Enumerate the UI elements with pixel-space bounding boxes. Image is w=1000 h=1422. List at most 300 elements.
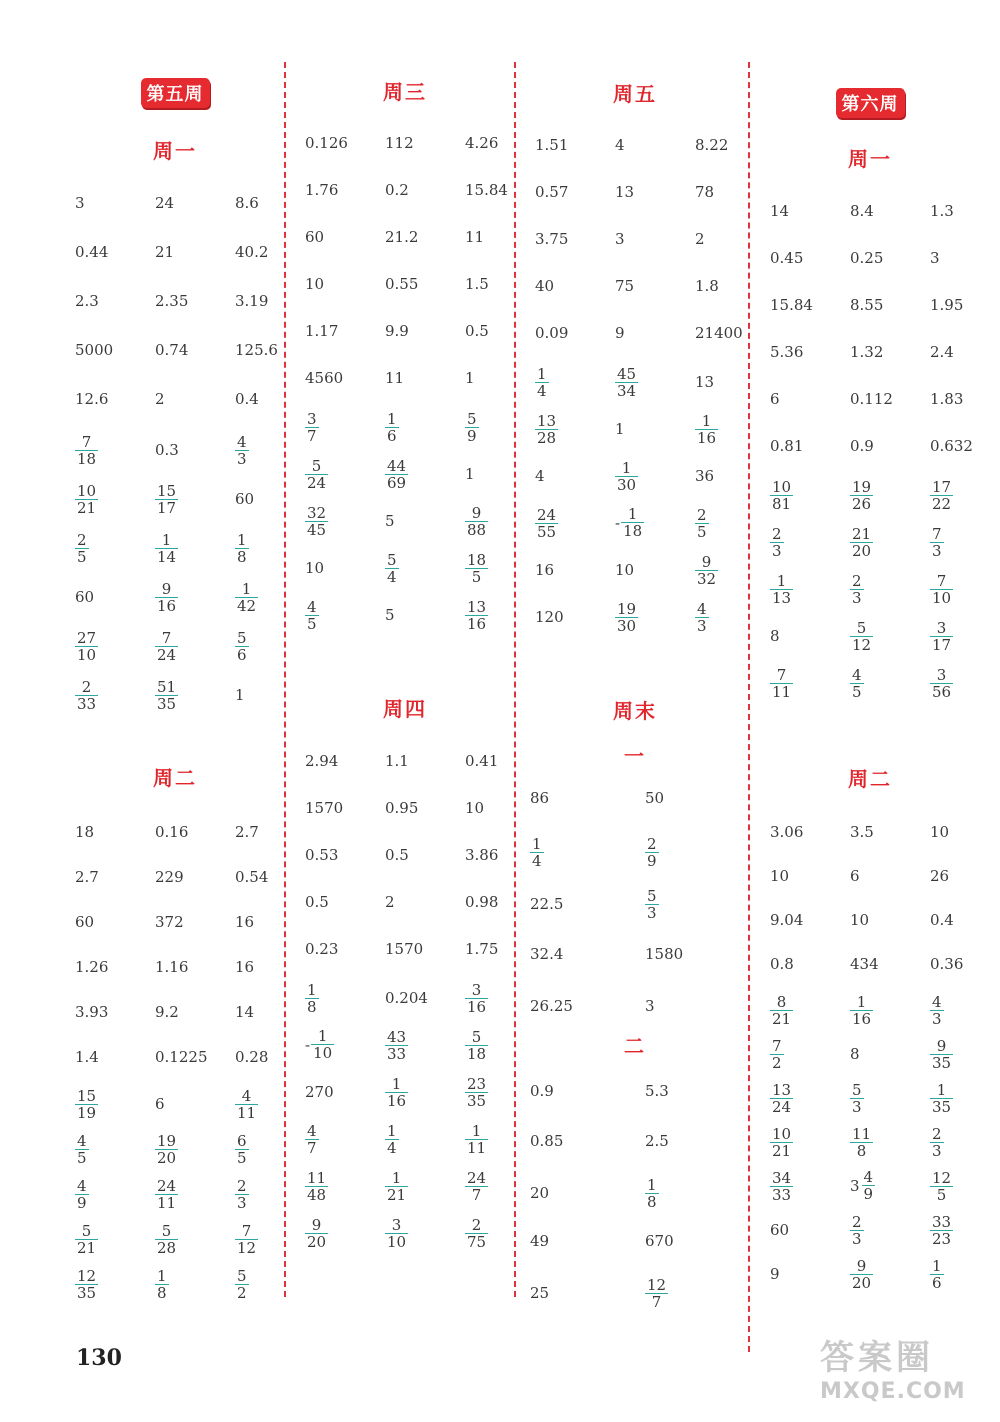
week-badge (755, 88, 985, 118)
answer-cell (930, 202, 954, 220)
answer-cell (645, 887, 659, 921)
fraction (155, 581, 178, 614)
answer-value: 60 (75, 588, 95, 606)
numerator: 1 (627, 505, 638, 523)
numerator: 3 (936, 666, 947, 684)
fraction (465, 1123, 488, 1156)
fraction (235, 1088, 258, 1121)
answer-cell (235, 390, 259, 408)
answer-value: 372 (155, 913, 184, 931)
answer-value: 0.3 (155, 441, 179, 459)
answer-cell (930, 478, 953, 512)
fraction (155, 1133, 178, 1166)
answer-value: 0.23 (305, 940, 339, 958)
answer-cell (155, 441, 179, 459)
answer-cell (930, 343, 954, 361)
answer-value: 1570 (305, 799, 344, 817)
fraction (75, 434, 98, 467)
answer-cell (155, 390, 165, 408)
fraction (615, 366, 638, 399)
answer-value: 2 (155, 390, 165, 408)
answer-cell (850, 993, 873, 1027)
answer-cell (305, 846, 338, 864)
numerator: 4 (932, 993, 942, 1011)
answer-cell (385, 134, 414, 152)
answer-cell (850, 911, 869, 929)
answer-cell (305, 1169, 328, 1203)
fraction (305, 1170, 328, 1203)
fraction (930, 1038, 953, 1071)
answer-cell (155, 1048, 208, 1066)
answer-value: 60 (770, 1221, 790, 1239)
denominator: 33 (77, 695, 97, 713)
answer-value: 1.16 (155, 958, 189, 976)
fraction (930, 1126, 944, 1159)
denominator: 24 (307, 474, 327, 492)
fraction (930, 620, 953, 653)
answer-column (60, 0, 290, 1422)
answer-cell (695, 373, 714, 391)
answer-value: 1.75 (465, 940, 499, 958)
answer-value: 0.09 (535, 324, 569, 342)
numerator: 5 (852, 1081, 862, 1099)
answer-cell (850, 823, 874, 841)
answer-value: 10 (770, 867, 790, 885)
answer-value: 1.76 (305, 181, 339, 199)
answer-cell (930, 823, 949, 841)
answer-value: 26.25 (530, 997, 573, 1015)
answer-cell (385, 457, 408, 491)
denominator: 4 (532, 852, 542, 870)
answer-value: 1.95 (930, 296, 964, 314)
answer-cell (645, 997, 655, 1015)
answer-cell (235, 1087, 258, 1121)
answer-value: 270 (305, 1083, 334, 1101)
denominator: 5 (77, 1149, 87, 1167)
mixed-number: 3 $\frac{4}{9}$ (850, 1168, 874, 1203)
answer-cell (930, 1257, 944, 1291)
fraction (930, 1258, 944, 1291)
numerator: 7 (81, 433, 92, 451)
numerator: 4 (237, 433, 247, 451)
answer-cell (235, 1267, 249, 1301)
fraction (385, 411, 399, 444)
fraction (75, 679, 98, 712)
fraction (465, 505, 488, 538)
answer-value: 0.28 (235, 1048, 269, 1066)
answer-value: 125.6 (235, 341, 278, 359)
answer-cell (235, 1222, 258, 1256)
answer-cell (385, 1028, 408, 1062)
numerator: 6 (237, 1132, 247, 1150)
answer-cell (465, 410, 479, 444)
answer-cell (385, 551, 399, 585)
numerator: 11 (307, 1169, 327, 1187)
answer-value: 0.55 (385, 275, 419, 293)
fraction: - $\frac{1}{10}$ (305, 1027, 333, 1062)
denominator: 16 (387, 1092, 407, 1110)
numerator: 1 (157, 1267, 167, 1285)
numerator: 1 (471, 1122, 482, 1140)
answer-cell (235, 1132, 249, 1166)
page-number: 130 (76, 1345, 122, 1371)
numerator: 4 (241, 1087, 252, 1105)
answer-value: 86 (530, 789, 550, 807)
answer-cell (155, 913, 184, 931)
answer-value: 3.5 (850, 823, 874, 841)
answer-column (520, 0, 750, 1422)
answer-value: 0.95 (385, 799, 419, 817)
answer-cell (235, 490, 254, 508)
answer-value: 9.9 (385, 322, 409, 340)
answer-cell (75, 390, 108, 408)
denominator: 24 (157, 646, 177, 664)
answer-cell (75, 868, 99, 886)
answer-value: 434 (850, 955, 879, 973)
answer-value: 1 (465, 465, 475, 483)
fraction (385, 1029, 408, 1062)
denominator: 19 (77, 1104, 97, 1122)
answer-cell (235, 629, 249, 663)
denominator: 3 (772, 542, 782, 560)
answer-cell (305, 981, 319, 1015)
fraction (695, 601, 709, 634)
answer-cell (645, 1232, 674, 1250)
answer-cell (695, 230, 705, 248)
answer-cell (155, 1177, 178, 1211)
answer-value: 3 (615, 230, 625, 248)
answer-value: 2.4 (930, 343, 954, 361)
numerator: 21 (852, 525, 872, 543)
numerator: 3 (391, 1216, 402, 1234)
numerator: 13 (467, 598, 487, 616)
denominator: 8 (647, 1193, 657, 1211)
denominator: 2 (772, 1054, 782, 1072)
answer-cell (75, 1087, 98, 1121)
answer-value: 15.84 (465, 181, 508, 199)
answer-cell (770, 1081, 793, 1115)
numerator: 5 (467, 410, 477, 428)
answer-value: 0.204 (385, 989, 428, 1007)
answer-value: 1.1 (385, 752, 409, 770)
answer-value: 6 (850, 867, 860, 885)
answer-cell (305, 752, 338, 770)
answer-cell (235, 580, 258, 614)
answer-cell (465, 465, 475, 483)
answer-cell (850, 478, 873, 512)
denominator: 11 (467, 1139, 487, 1157)
numerator: 17 (932, 478, 952, 496)
denominator: 3 (932, 1010, 942, 1028)
fraction (385, 552, 399, 585)
answer-cell (465, 1169, 488, 1203)
answer-value: 0.8 (770, 955, 794, 973)
answer-value: 2.7 (235, 823, 259, 841)
answer-value: 8 (850, 1045, 860, 1063)
answer-cell (305, 598, 319, 632)
answer-cell (535, 561, 554, 579)
answer-cell (235, 433, 249, 467)
fraction (770, 573, 793, 606)
numerator: 3 (471, 981, 482, 999)
answer-cell (75, 1003, 108, 1021)
denominator: 30 (617, 476, 637, 494)
fraction (645, 1277, 668, 1310)
denominator: 20 (852, 1274, 872, 1292)
answer-cell (305, 893, 329, 911)
answer-cell (850, 437, 874, 455)
answer-cell (235, 1048, 268, 1066)
answer-cell (305, 369, 343, 387)
answer-cell (385, 275, 418, 293)
answer-value: 112 (385, 134, 414, 152)
answer-value: 0.112 (850, 390, 893, 408)
fraction (535, 366, 549, 399)
answer-cell (850, 202, 874, 220)
answer-cell (695, 277, 719, 295)
answer-value: 16 (235, 958, 255, 976)
answer-cell (850, 1045, 860, 1063)
fraction (850, 479, 873, 512)
answer-cell (385, 410, 399, 444)
answer-cell (850, 1125, 873, 1159)
answer-cell (930, 437, 973, 455)
denominator: 17 (932, 636, 952, 654)
answer-value: 13 (615, 183, 635, 201)
fraction (850, 994, 873, 1027)
answer-cell (850, 525, 873, 559)
answer-cell (465, 1122, 488, 1156)
answer-value: 25 (530, 1284, 550, 1302)
numerator: 19 (617, 600, 637, 618)
fraction (75, 483, 98, 516)
answer-cell (770, 1169, 793, 1203)
fraction (770, 1170, 793, 1203)
day-heading: 一 (624, 744, 646, 768)
numerator: 24 (467, 1169, 487, 1187)
answer-cell (235, 913, 254, 931)
numerator: 2 (772, 525, 782, 543)
fraction (770, 1126, 793, 1159)
answer-cell (75, 341, 113, 359)
denominator: 4 (387, 568, 397, 586)
denominator: 16 (467, 998, 487, 1016)
numerator: 4 (697, 600, 707, 618)
numerator: 1 (317, 1027, 328, 1045)
answer-cell (465, 181, 508, 199)
answer-cell (530, 1284, 549, 1302)
numerator: 7 (241, 1222, 252, 1240)
answer-value: 14 (235, 1003, 255, 1021)
numerator: 4 (77, 1177, 87, 1195)
answer-value: 1 (465, 369, 475, 387)
answer-value: 2.35 (155, 292, 189, 310)
denominator: 56 (932, 683, 952, 701)
answer-value: 4.26 (465, 134, 499, 152)
denominator: 9 (647, 852, 657, 870)
numerator: 7 (772, 1037, 782, 1055)
answer-cell (385, 940, 423, 958)
answer-cell (770, 993, 793, 1027)
denominator: 48 (307, 1186, 327, 1204)
answer-value: 3.19 (235, 292, 269, 310)
answer-cell (75, 194, 85, 212)
answer-value: 1.83 (930, 390, 964, 408)
numerator: 2 (647, 835, 657, 853)
denominator: 35 (77, 1284, 97, 1302)
numerator: 12 (77, 1267, 97, 1285)
answer-value: 0.126 (305, 134, 348, 152)
answer-cell (770, 1125, 793, 1159)
denominator: 33 (772, 1186, 792, 1204)
answer-value: 8 (770, 627, 780, 645)
answer-cell (695, 136, 728, 154)
answer-value: 10 (305, 559, 325, 577)
answer-cell (770, 1037, 784, 1071)
denominator: 21 (77, 1239, 97, 1257)
answer-cell (155, 1003, 179, 1021)
denominator: 45 (307, 521, 327, 539)
answer-value: 0.44 (75, 243, 109, 261)
answer-cell (850, 1169, 875, 1202)
answer-cell (850, 572, 864, 606)
denominator: 20 (307, 1233, 327, 1251)
answer-value: 3.86 (465, 846, 499, 864)
answer-cell (930, 911, 954, 929)
denominator: 11 (237, 1104, 257, 1122)
fraction (305, 982, 319, 1015)
denominator: 5 (852, 683, 862, 701)
denominator: 10 (387, 1233, 407, 1251)
answer-cell (465, 134, 498, 152)
fraction (930, 479, 953, 512)
answer-cell (465, 1216, 488, 1250)
answer-cell (235, 823, 259, 841)
answer-value: 8.4 (850, 202, 874, 220)
fraction (465, 1029, 488, 1062)
answer-value: 22.5 (530, 895, 564, 913)
answer-value: 18 (75, 823, 95, 841)
numerator: 1 (647, 1176, 657, 1194)
fraction (385, 458, 408, 491)
answer-cell (75, 243, 108, 261)
denominator: 17 (157, 499, 177, 517)
denominator: 12 (237, 1239, 257, 1257)
answer-cell (770, 1265, 780, 1283)
answer-value: 5.3 (645, 1082, 669, 1100)
denominator: 5 (465, 568, 488, 585)
answer-value: 12.6 (75, 390, 109, 408)
denominator: 3 (237, 1194, 247, 1212)
answer-value: 4 (535, 467, 545, 485)
denominator: 18 (77, 450, 97, 468)
answer-cell (930, 1125, 944, 1159)
denominator: 16 (467, 615, 487, 633)
denominator: 35 (932, 1098, 952, 1116)
answer-value: 4 (615, 136, 625, 154)
numerator: 9 (701, 553, 712, 571)
answer-cell (75, 292, 99, 310)
numerator: 2 (697, 506, 707, 524)
numerator: 2 (237, 1177, 247, 1195)
answer-value: 0.25 (850, 249, 884, 267)
watermark-url: MXQE.COM (820, 1379, 966, 1404)
numerator: 1 (701, 412, 712, 430)
answer-cell (615, 459, 638, 493)
answer-cell (530, 1232, 549, 1250)
numerator: 7 (161, 629, 172, 647)
answer-cell (695, 467, 714, 485)
answer-cell (530, 945, 563, 963)
denominator: 7 (645, 1293, 668, 1310)
answer-cell (695, 506, 709, 540)
fraction (75, 532, 89, 565)
answer-value: 9 (770, 1265, 780, 1283)
denominator: 28 (537, 429, 557, 447)
answer-value: 9 (615, 324, 625, 342)
answer-cell (305, 504, 328, 538)
fraction (235, 630, 249, 663)
answer-value: 1 (235, 686, 245, 704)
answer-cell (695, 553, 718, 587)
denominator: 4 (537, 382, 547, 400)
numerator: 3 (307, 410, 317, 428)
answer-cell (465, 275, 489, 293)
numerator: 1 (241, 580, 252, 598)
answer-cell (155, 243, 174, 261)
answer-cell (530, 1184, 549, 1202)
denominator: 5 (697, 523, 707, 541)
denominator: 3 (932, 1142, 942, 1160)
answer-cell (645, 835, 659, 869)
answer-cell (75, 482, 98, 516)
denominator: 7 (307, 1139, 317, 1157)
fraction (695, 554, 718, 587)
denominator: 10 (77, 646, 97, 664)
answer-value: 10 (930, 823, 950, 841)
answer-value: 5000 (75, 341, 114, 359)
fraction (850, 526, 873, 559)
answer-cell (305, 457, 328, 491)
answer-cell (235, 868, 268, 886)
numerator: 23 (467, 1075, 487, 1093)
denominator: 9 (77, 1194, 87, 1212)
numerator: 43 (387, 1028, 407, 1046)
fraction (305, 1123, 319, 1156)
numerator: 4 (863, 1168, 874, 1186)
answer-cell (850, 1081, 864, 1115)
answer-cell (535, 506, 558, 540)
watermark-logo (820, 1330, 1000, 1404)
answer-value: 40.2 (235, 243, 269, 261)
answer-cell (770, 478, 793, 512)
answer-cell (615, 506, 644, 539)
answer-value: 49 (530, 1232, 550, 1250)
fraction (930, 1170, 953, 1203)
numerator: 1 (391, 1169, 402, 1187)
fraction (850, 1126, 873, 1159)
answer-value: 0.1225 (155, 1048, 208, 1066)
answer-cell (535, 608, 564, 626)
answer-cell (305, 181, 338, 199)
numerator: 45 (617, 365, 637, 383)
answer-value: 670 (645, 1232, 674, 1250)
numerator: 2 (852, 1213, 862, 1231)
answer-cell (465, 940, 498, 958)
answer-value: 0.9 (530, 1082, 554, 1100)
answer-cell (305, 799, 343, 817)
answer-value: 14 (770, 202, 790, 220)
